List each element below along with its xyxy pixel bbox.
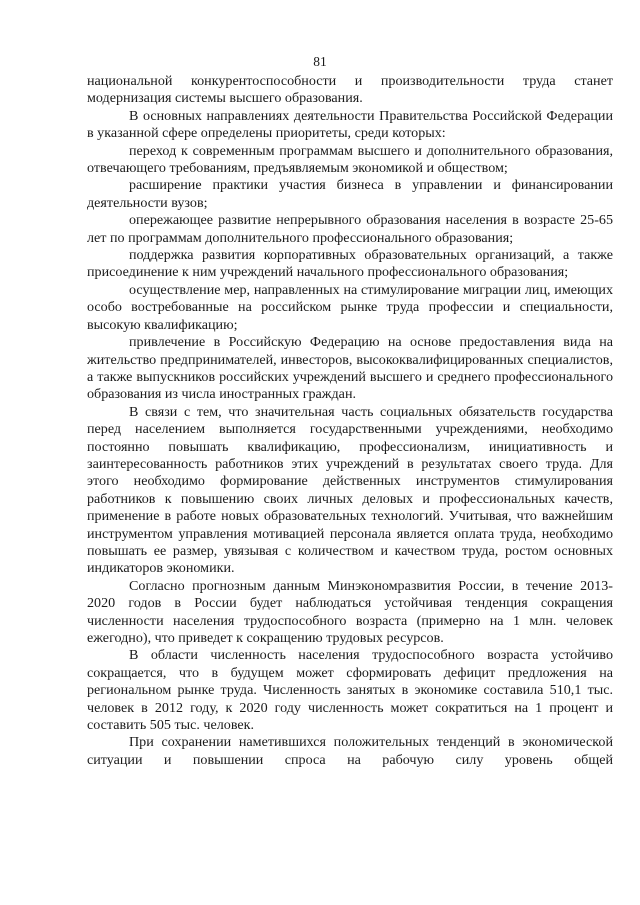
paragraph-cut-off: При сохранении наметившихся положительных тенденций в экономической ситуации и повышении спроса на рабочую силу уровень общей xyxy=(87,734,613,768)
list-item-business-participation: расширение практики участия бизнеса в управлении и финансировании деятельности вузов; xyxy=(87,177,613,211)
list-item-corporate-organizations: поддержка развития корпоративных образовательных организаций, а также присоединение к ним учреждений начального профессионального образования; xyxy=(87,247,613,281)
paragraph-forecast: Согласно прогнозным данным Минэкономразвития России, в течение 2013-2020 годов в России будет наблюдаться устойчивая тенденция сокращения численности населения трудоспособного возраста (примерно на 1 млн. человек ежегодно), что приведет к сокращению трудовых ресурсов. xyxy=(87,577,613,646)
list-item-continuous-education: опережающее развитие непрерывного образования населения в возрасте 25-65 лет по программам дополнительного профессионального образования; xyxy=(87,212,613,246)
list-item-attraction-foreigners: привлечение в Российскую Федерацию на основе предоставления вида на жительство предпринимателей, инвесторов, высококвалифицированных специалистов, а также выпускников российских учреждений высшего и среднего профессионального образования из числа иностранных граждан. xyxy=(87,334,613,403)
body-text xyxy=(87,73,613,769)
page-number: 81 xyxy=(313,54,327,69)
paragraph-continuation: национальной конкурентоспособности и производительности труда станет модернизация системы высшего образования. xyxy=(87,73,613,107)
paragraph-regional-labor: В области численность населения трудоспособного возраста устойчиво сокращается, что в будущем может сформировать дефицит предложения на региональном рынке труда. Численность занятых в экономике составила 510,1 тыс. человек в 2012 году, к 2020 году численность может сократиться на 1 процент и составить 505 тыс. человек. xyxy=(87,647,613,734)
list-item-migration-measures: осуществление мер, направленных на стимулирование миграции лиц, имеющих особо востребованные на российском рынке труда профессии и специальности, высокую квалификацию; xyxy=(87,281,613,333)
list-item-modern-programs: переход к современным программам высшего и дополнительного образования, отвечающего требованиям, предъявляемым экономикой и обществом; xyxy=(87,142,613,177)
paragraph-priorities-intro: В основных направлениях деятельности Правительства Российской Федерации в указанной сфере определены приоритеты, среди которых: xyxy=(87,107,613,142)
paragraph-social-obligations: В связи с тем, что значительная часть социальных обязательств государства перед населением выполняется государственными учреждениями, необходимо постоянно повышать квалификацию, профессионализм, инициативность и заинтересованность работников этих учреждений в результатах своего труда. Для этого необходимо формирование действенных инструментов стимулирования работников к повышению своих личных деловых и профессиональных качеств, применение в работе новых образовательных технологий. Учитывая, что важнейшим инструментом управления мотивацией персонала является оплата труда, необходимо повышать ее размер, увязывая с количеством и качеством труда, ростом основных индикаторов экономики. xyxy=(87,403,613,577)
